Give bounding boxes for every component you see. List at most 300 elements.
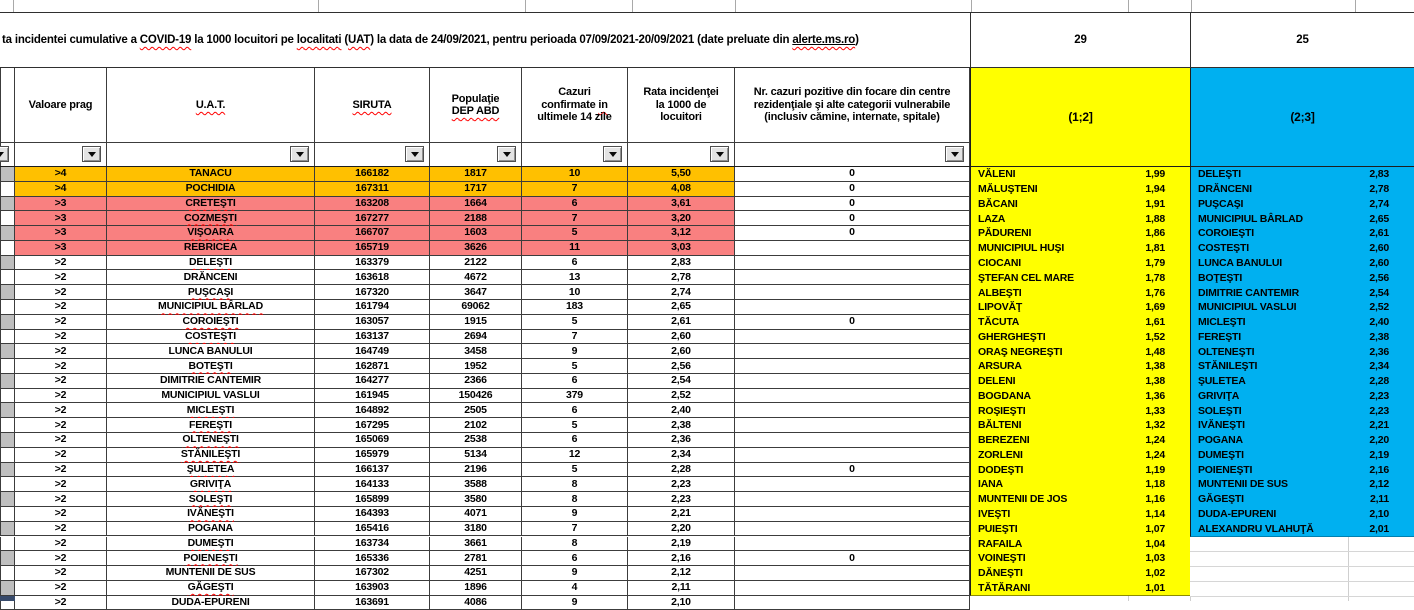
prag-cell[interactable]	[15, 477, 107, 491]
blue-list-item[interactable]	[1191, 315, 1414, 330]
row-select-cell[interactable]	[0, 522, 15, 536]
focare-cell[interactable]	[735, 197, 970, 211]
prag-cell[interactable]	[15, 344, 107, 358]
populatie-cell[interactable]	[430, 477, 522, 491]
yellow-list-item[interactable]	[971, 388, 1190, 403]
uat-cell[interactable]	[107, 226, 315, 240]
prag-cell[interactable]	[15, 315, 107, 329]
cazuri-cell[interactable]	[522, 330, 628, 344]
uat-cell[interactable]	[107, 315, 315, 329]
siruta-cell[interactable]	[315, 433, 430, 447]
prag-cell[interactable]	[15, 403, 107, 417]
cazuri-cell[interactable]	[522, 477, 628, 491]
yellow-count-cell[interactable]: 29	[970, 13, 1190, 67]
uat-cell[interactable]	[107, 477, 315, 491]
focare-cell[interactable]	[735, 492, 970, 506]
blue-list-item[interactable]	[1191, 388, 1414, 403]
header-cell-populatie[interactable]	[430, 68, 522, 142]
siruta-cell[interactable]	[315, 182, 430, 196]
siruta-cell[interactable]	[315, 167, 430, 181]
uat-cell[interactable]	[107, 344, 315, 358]
blue-list-item[interactable]	[1191, 418, 1414, 433]
cazuri-cell[interactable]	[522, 433, 628, 447]
yellow-list-item[interactable]	[971, 241, 1190, 256]
row-select-cell[interactable]	[0, 374, 15, 388]
row-select-cell[interactable]	[0, 359, 15, 373]
focare-cell[interactable]	[735, 344, 970, 358]
populatie-cell[interactable]	[430, 359, 522, 373]
header-cell-siruta[interactable]	[315, 68, 430, 142]
focare-cell[interactable]	[735, 477, 970, 491]
cazuri-cell[interactable]	[522, 581, 628, 595]
focare-cell[interactable]	[735, 418, 970, 432]
siruta-cell[interactable]	[315, 566, 430, 580]
populatie-cell[interactable]	[430, 211, 522, 225]
uat-cell[interactable]	[107, 197, 315, 211]
uat-cell[interactable]	[107, 507, 315, 521]
rata-cell[interactable]	[628, 448, 735, 462]
uat-cell[interactable]	[107, 167, 315, 181]
sheet-title[interactable]	[2, 13, 966, 67]
focare-cell[interactable]	[735, 537, 970, 551]
siruta-cell[interactable]	[315, 448, 430, 462]
prag-cell[interactable]	[15, 566, 107, 580]
rata-cell[interactable]	[628, 374, 735, 388]
populatie-cell[interactable]	[430, 581, 522, 595]
siruta-cell[interactable]	[315, 226, 430, 240]
siruta-cell[interactable]	[315, 581, 430, 595]
row-select-cell[interactable]	[0, 167, 15, 181]
filter-dropdown-focare-icon[interactable]	[945, 146, 964, 162]
populatie-cell[interactable]	[430, 167, 522, 181]
rata-cell[interactable]	[628, 241, 735, 255]
siruta-cell[interactable]	[315, 197, 430, 211]
focare-cell[interactable]	[735, 403, 970, 417]
header-cell-uat[interactable]	[107, 68, 315, 142]
focare-cell[interactable]	[735, 359, 970, 373]
rata-cell[interactable]	[628, 300, 735, 314]
row-select-cell[interactable]	[0, 566, 15, 580]
cazuri-cell[interactable]	[522, 389, 628, 403]
prag-cell[interactable]	[15, 241, 107, 255]
rata-cell[interactable]	[628, 389, 735, 403]
uat-cell[interactable]	[107, 433, 315, 447]
blue-list-item[interactable]	[1191, 182, 1414, 197]
siruta-cell[interactable]	[315, 522, 430, 536]
populatie-cell[interactable]	[430, 300, 522, 314]
prag-cell[interactable]	[15, 330, 107, 344]
rata-cell[interactable]	[628, 344, 735, 358]
populatie-cell[interactable]	[430, 596, 522, 610]
yellow-list-item[interactable]	[971, 226, 1190, 241]
cazuri-cell[interactable]	[522, 182, 628, 196]
focare-cell[interactable]	[735, 389, 970, 403]
populatie-cell[interactable]	[430, 315, 522, 329]
yellow-list-item[interactable]	[971, 344, 1190, 359]
populatie-cell[interactable]	[430, 256, 522, 270]
prag-cell[interactable]	[15, 433, 107, 447]
populatie-cell[interactable]	[430, 344, 522, 358]
prag-cell[interactable]	[15, 197, 107, 211]
uat-cell[interactable]	[107, 300, 315, 314]
populatie-cell[interactable]	[430, 197, 522, 211]
cazuri-cell[interactable]	[522, 507, 628, 521]
cazuri-cell[interactable]	[522, 256, 628, 270]
prag-cell[interactable]	[15, 300, 107, 314]
siruta-cell[interactable]	[315, 285, 430, 299]
uat-cell[interactable]	[107, 403, 315, 417]
blue-list-item[interactable]	[1191, 448, 1414, 463]
uat-cell[interactable]	[107, 330, 315, 344]
uat-cell[interactable]	[107, 492, 315, 506]
cazuri-cell[interactable]	[522, 596, 628, 610]
blue-list-item[interactable]	[1191, 300, 1414, 315]
prag-cell[interactable]	[15, 270, 107, 284]
uat-cell[interactable]	[107, 522, 315, 536]
siruta-cell[interactable]	[315, 211, 430, 225]
siruta-cell[interactable]	[315, 270, 430, 284]
header-cell-valoare-prag[interactable]	[15, 68, 107, 142]
rata-cell[interactable]	[628, 359, 735, 373]
row-select-cell[interactable]	[0, 581, 15, 595]
uat-cell[interactable]	[107, 551, 315, 565]
cazuri-cell[interactable]	[522, 285, 628, 299]
filter-dropdown-rowmark-icon[interactable]	[0, 146, 9, 162]
blue-list-item[interactable]	[1191, 285, 1414, 300]
siruta-cell[interactable]	[315, 374, 430, 388]
rata-cell[interactable]	[628, 167, 735, 181]
rata-cell[interactable]	[628, 330, 735, 344]
blue-range-header[interactable]: (2;3]	[1190, 68, 1414, 167]
populatie-cell[interactable]	[430, 270, 522, 284]
yellow-list-item[interactable]	[971, 507, 1190, 522]
siruta-cell[interactable]	[315, 492, 430, 506]
cazuri-cell[interactable]	[522, 344, 628, 358]
blue-list-item[interactable]	[1191, 270, 1414, 285]
uat-cell[interactable]	[107, 418, 315, 432]
cazuri-cell[interactable]	[522, 211, 628, 225]
cazuri-cell[interactable]	[522, 551, 628, 565]
populatie-cell[interactable]	[430, 374, 522, 388]
cazuri-cell[interactable]	[522, 448, 628, 462]
populatie-cell[interactable]	[430, 433, 522, 447]
rata-cell[interactable]	[628, 211, 735, 225]
siruta-cell[interactable]	[315, 477, 430, 491]
prag-cell[interactable]	[15, 596, 107, 610]
blue-list-item[interactable]	[1191, 211, 1414, 226]
uat-cell[interactable]	[107, 389, 315, 403]
populatie-cell[interactable]	[430, 463, 522, 477]
focare-cell[interactable]	[735, 226, 970, 240]
focare-cell[interactable]	[735, 522, 970, 536]
blue-list-item[interactable]	[1191, 462, 1414, 477]
populatie-cell[interactable]	[430, 330, 522, 344]
uat-cell[interactable]	[107, 596, 315, 610]
uat-cell[interactable]	[107, 182, 315, 196]
prag-cell[interactable]	[15, 448, 107, 462]
uat-cell[interactable]	[107, 211, 315, 225]
cazuri-cell[interactable]	[522, 167, 628, 181]
filter-dropdown-rata-icon[interactable]	[710, 146, 729, 162]
blue-list-item[interactable]	[1191, 433, 1414, 448]
siruta-cell[interactable]	[315, 551, 430, 565]
row-select-cell[interactable]	[0, 182, 15, 196]
focare-cell[interactable]	[735, 256, 970, 270]
filter-dropdown-populatie-icon[interactable]	[497, 146, 516, 162]
prag-cell[interactable]	[15, 581, 107, 595]
focare-cell[interactable]	[735, 211, 970, 225]
prag-cell[interactable]	[15, 256, 107, 270]
siruta-cell[interactable]	[315, 330, 430, 344]
populatie-cell[interactable]	[430, 182, 522, 196]
yellow-list-item[interactable]	[971, 492, 1190, 507]
rata-cell[interactable]	[628, 285, 735, 299]
siruta-cell[interactable]	[315, 300, 430, 314]
yellow-list-item[interactable]	[971, 182, 1190, 197]
row-select-cell[interactable]	[0, 492, 15, 506]
focare-cell[interactable]	[735, 507, 970, 521]
yellow-list-item[interactable]	[971, 403, 1190, 418]
populatie-cell[interactable]	[430, 448, 522, 462]
cazuri-cell[interactable]	[522, 463, 628, 477]
yellow-list-item[interactable]	[971, 374, 1190, 389]
focare-cell[interactable]	[735, 241, 970, 255]
focare-cell[interactable]	[735, 551, 970, 565]
cazuri-cell[interactable]	[522, 566, 628, 580]
populatie-cell[interactable]	[430, 492, 522, 506]
blue-list-item[interactable]	[1191, 197, 1414, 212]
rata-cell[interactable]	[628, 477, 735, 491]
cazuri-cell[interactable]	[522, 374, 628, 388]
rata-cell[interactable]	[628, 492, 735, 506]
header-cell-focare[interactable]	[735, 68, 970, 142]
prag-cell[interactable]	[15, 211, 107, 225]
focare-cell[interactable]	[735, 433, 970, 447]
yellow-list-item[interactable]	[971, 418, 1190, 433]
row-select-cell[interactable]	[0, 389, 15, 403]
row-select-cell[interactable]	[0, 477, 15, 491]
uat-cell[interactable]	[107, 537, 315, 551]
prag-cell[interactable]	[15, 167, 107, 181]
prag-cell[interactable]	[15, 492, 107, 506]
blue-count-cell[interactable]: 25	[1190, 13, 1414, 67]
rata-cell[interactable]	[628, 433, 735, 447]
focare-cell[interactable]	[735, 596, 970, 610]
prag-cell[interactable]	[15, 522, 107, 536]
yellow-range-header[interactable]: (1;2]	[970, 68, 1190, 167]
uat-cell[interactable]	[107, 359, 315, 373]
row-select-cell[interactable]	[0, 507, 15, 521]
prag-cell[interactable]	[15, 551, 107, 565]
row-select-cell[interactable]	[0, 285, 15, 299]
cazuri-cell[interactable]	[522, 403, 628, 417]
filter-dropdown-uat-icon[interactable]	[290, 146, 309, 162]
filter-dropdown-siruta-icon[interactable]	[405, 146, 424, 162]
rata-cell[interactable]	[628, 270, 735, 284]
yellow-list-item[interactable]	[971, 285, 1190, 300]
row-select-cell[interactable]	[0, 211, 15, 225]
yellow-list-item[interactable]	[971, 551, 1190, 566]
rata-cell[interactable]	[628, 418, 735, 432]
siruta-cell[interactable]	[315, 241, 430, 255]
siruta-cell[interactable]	[315, 507, 430, 521]
yellow-list-item[interactable]	[971, 448, 1190, 463]
populatie-cell[interactable]	[430, 537, 522, 551]
yellow-list-item[interactable]	[971, 197, 1190, 212]
populatie-cell[interactable]	[430, 522, 522, 536]
prag-cell[interactable]	[15, 463, 107, 477]
populatie-cell[interactable]	[430, 507, 522, 521]
cazuri-cell[interactable]	[522, 241, 628, 255]
rata-cell[interactable]	[628, 197, 735, 211]
focare-cell[interactable]	[735, 300, 970, 314]
rata-cell[interactable]	[628, 507, 735, 521]
yellow-list-item[interactable]	[971, 566, 1190, 581]
focare-cell[interactable]	[735, 581, 970, 595]
populatie-cell[interactable]	[430, 566, 522, 580]
rata-cell[interactable]	[628, 522, 735, 536]
uat-cell[interactable]	[107, 241, 315, 255]
focare-cell[interactable]	[735, 463, 970, 477]
header-cell-rowmark[interactable]	[0, 68, 15, 142]
focare-cell[interactable]	[735, 182, 970, 196]
yellow-list-item[interactable]	[971, 270, 1190, 285]
blue-list-item[interactable]	[1191, 403, 1414, 418]
siruta-cell[interactable]	[315, 389, 430, 403]
rata-cell[interactable]	[628, 566, 735, 580]
siruta-cell[interactable]	[315, 463, 430, 477]
populatie-cell[interactable]	[430, 418, 522, 432]
rata-cell[interactable]	[628, 315, 735, 329]
blue-list-item[interactable]	[1191, 477, 1414, 492]
siruta-cell[interactable]	[315, 596, 430, 610]
siruta-cell[interactable]	[315, 344, 430, 358]
uat-cell[interactable]	[107, 285, 315, 299]
blue-list-item[interactable]	[1191, 507, 1414, 522]
header-cell-cazuri[interactable]	[522, 68, 628, 142]
cazuri-cell[interactable]	[522, 537, 628, 551]
row-select-cell[interactable]	[0, 463, 15, 477]
focare-cell[interactable]	[735, 566, 970, 580]
prag-cell[interactable]	[15, 389, 107, 403]
rata-cell[interactable]	[628, 537, 735, 551]
cazuri-cell[interactable]	[522, 197, 628, 211]
blue-list-item[interactable]	[1191, 492, 1414, 507]
siruta-cell[interactable]	[315, 359, 430, 373]
cazuri-cell[interactable]	[522, 226, 628, 240]
populatie-cell[interactable]	[430, 241, 522, 255]
blue-list-item[interactable]	[1191, 329, 1414, 344]
row-select-cell[interactable]	[0, 256, 15, 270]
rata-cell[interactable]	[628, 403, 735, 417]
filter-dropdown-valoare-prag-icon[interactable]	[82, 146, 101, 162]
focare-cell[interactable]	[735, 330, 970, 344]
yellow-list-item[interactable]	[971, 433, 1190, 448]
uat-cell[interactable]	[107, 581, 315, 595]
yellow-list-item[interactable]	[971, 580, 1190, 595]
yellow-list-item[interactable]	[971, 477, 1190, 492]
cazuri-cell[interactable]	[522, 418, 628, 432]
header-cell-rata[interactable]	[628, 68, 735, 142]
uat-cell[interactable]	[107, 270, 315, 284]
blue-list-item[interactable]	[1191, 344, 1414, 359]
row-select-cell[interactable]	[0, 315, 15, 329]
rata-cell[interactable]	[628, 581, 735, 595]
row-select-cell[interactable]	[0, 226, 15, 240]
title-link[interactable]: alerte.ms.ro	[792, 34, 856, 46]
siruta-cell[interactable]	[315, 537, 430, 551]
rata-cell[interactable]	[628, 182, 735, 196]
row-select-cell[interactable]	[0, 448, 15, 462]
row-select-cell[interactable]	[0, 433, 15, 447]
prag-cell[interactable]	[15, 359, 107, 373]
uat-cell[interactable]	[107, 566, 315, 580]
yellow-list-item[interactable]	[971, 359, 1190, 374]
prag-cell[interactable]	[15, 507, 107, 521]
focare-cell[interactable]	[735, 270, 970, 284]
prag-cell[interactable]	[15, 418, 107, 432]
siruta-cell[interactable]	[315, 403, 430, 417]
siruta-cell[interactable]	[315, 256, 430, 270]
yellow-list-item[interactable]	[971, 536, 1190, 551]
row-select-cell[interactable]	[0, 551, 15, 565]
uat-cell[interactable]	[107, 448, 315, 462]
rata-cell[interactable]	[628, 463, 735, 477]
filter-dropdown-cazuri-icon[interactable]	[603, 146, 622, 162]
yellow-list-item[interactable]	[971, 167, 1190, 182]
cazuri-cell[interactable]	[522, 522, 628, 536]
prag-cell[interactable]	[15, 537, 107, 551]
focare-cell[interactable]	[735, 285, 970, 299]
populatie-cell[interactable]	[430, 285, 522, 299]
cazuri-cell[interactable]	[522, 300, 628, 314]
blue-list-item[interactable]	[1191, 241, 1414, 256]
row-select-cell[interactable]	[0, 537, 15, 551]
yellow-list-item[interactable]	[971, 300, 1190, 315]
prag-cell[interactable]	[15, 285, 107, 299]
row-select-cell[interactable]	[0, 300, 15, 314]
row-select-cell[interactable]	[0, 403, 15, 417]
uat-cell[interactable]	[107, 256, 315, 270]
blue-list-item[interactable]	[1191, 374, 1414, 389]
row-select-cell[interactable]	[0, 197, 15, 211]
populatie-cell[interactable]	[430, 551, 522, 565]
cazuri-cell[interactable]	[522, 315, 628, 329]
blue-list-item[interactable]	[1191, 226, 1414, 241]
row-select-cell[interactable]	[0, 241, 15, 255]
rata-cell[interactable]	[628, 551, 735, 565]
yellow-list-item[interactable]	[971, 256, 1190, 271]
focare-cell[interactable]	[735, 448, 970, 462]
blue-list-item[interactable]	[1191, 521, 1414, 536]
uat-cell[interactable]	[107, 463, 315, 477]
rata-cell[interactable]	[628, 226, 735, 240]
populatie-cell[interactable]	[430, 226, 522, 240]
yellow-list-item[interactable]	[971, 211, 1190, 226]
row-select-cell[interactable]	[0, 270, 15, 284]
focare-cell[interactable]	[735, 167, 970, 181]
focare-cell[interactable]	[735, 374, 970, 388]
prag-cell[interactable]	[15, 226, 107, 240]
prag-cell[interactable]	[15, 374, 107, 388]
rata-cell[interactable]	[628, 596, 735, 610]
yellow-list-item[interactable]	[971, 329, 1190, 344]
blue-list-item[interactable]	[1191, 359, 1414, 374]
rata-cell[interactable]	[628, 256, 735, 270]
blue-list-item[interactable]	[1191, 256, 1414, 271]
yellow-list-item[interactable]	[971, 462, 1190, 477]
row-select-cell[interactable]	[0, 330, 15, 344]
